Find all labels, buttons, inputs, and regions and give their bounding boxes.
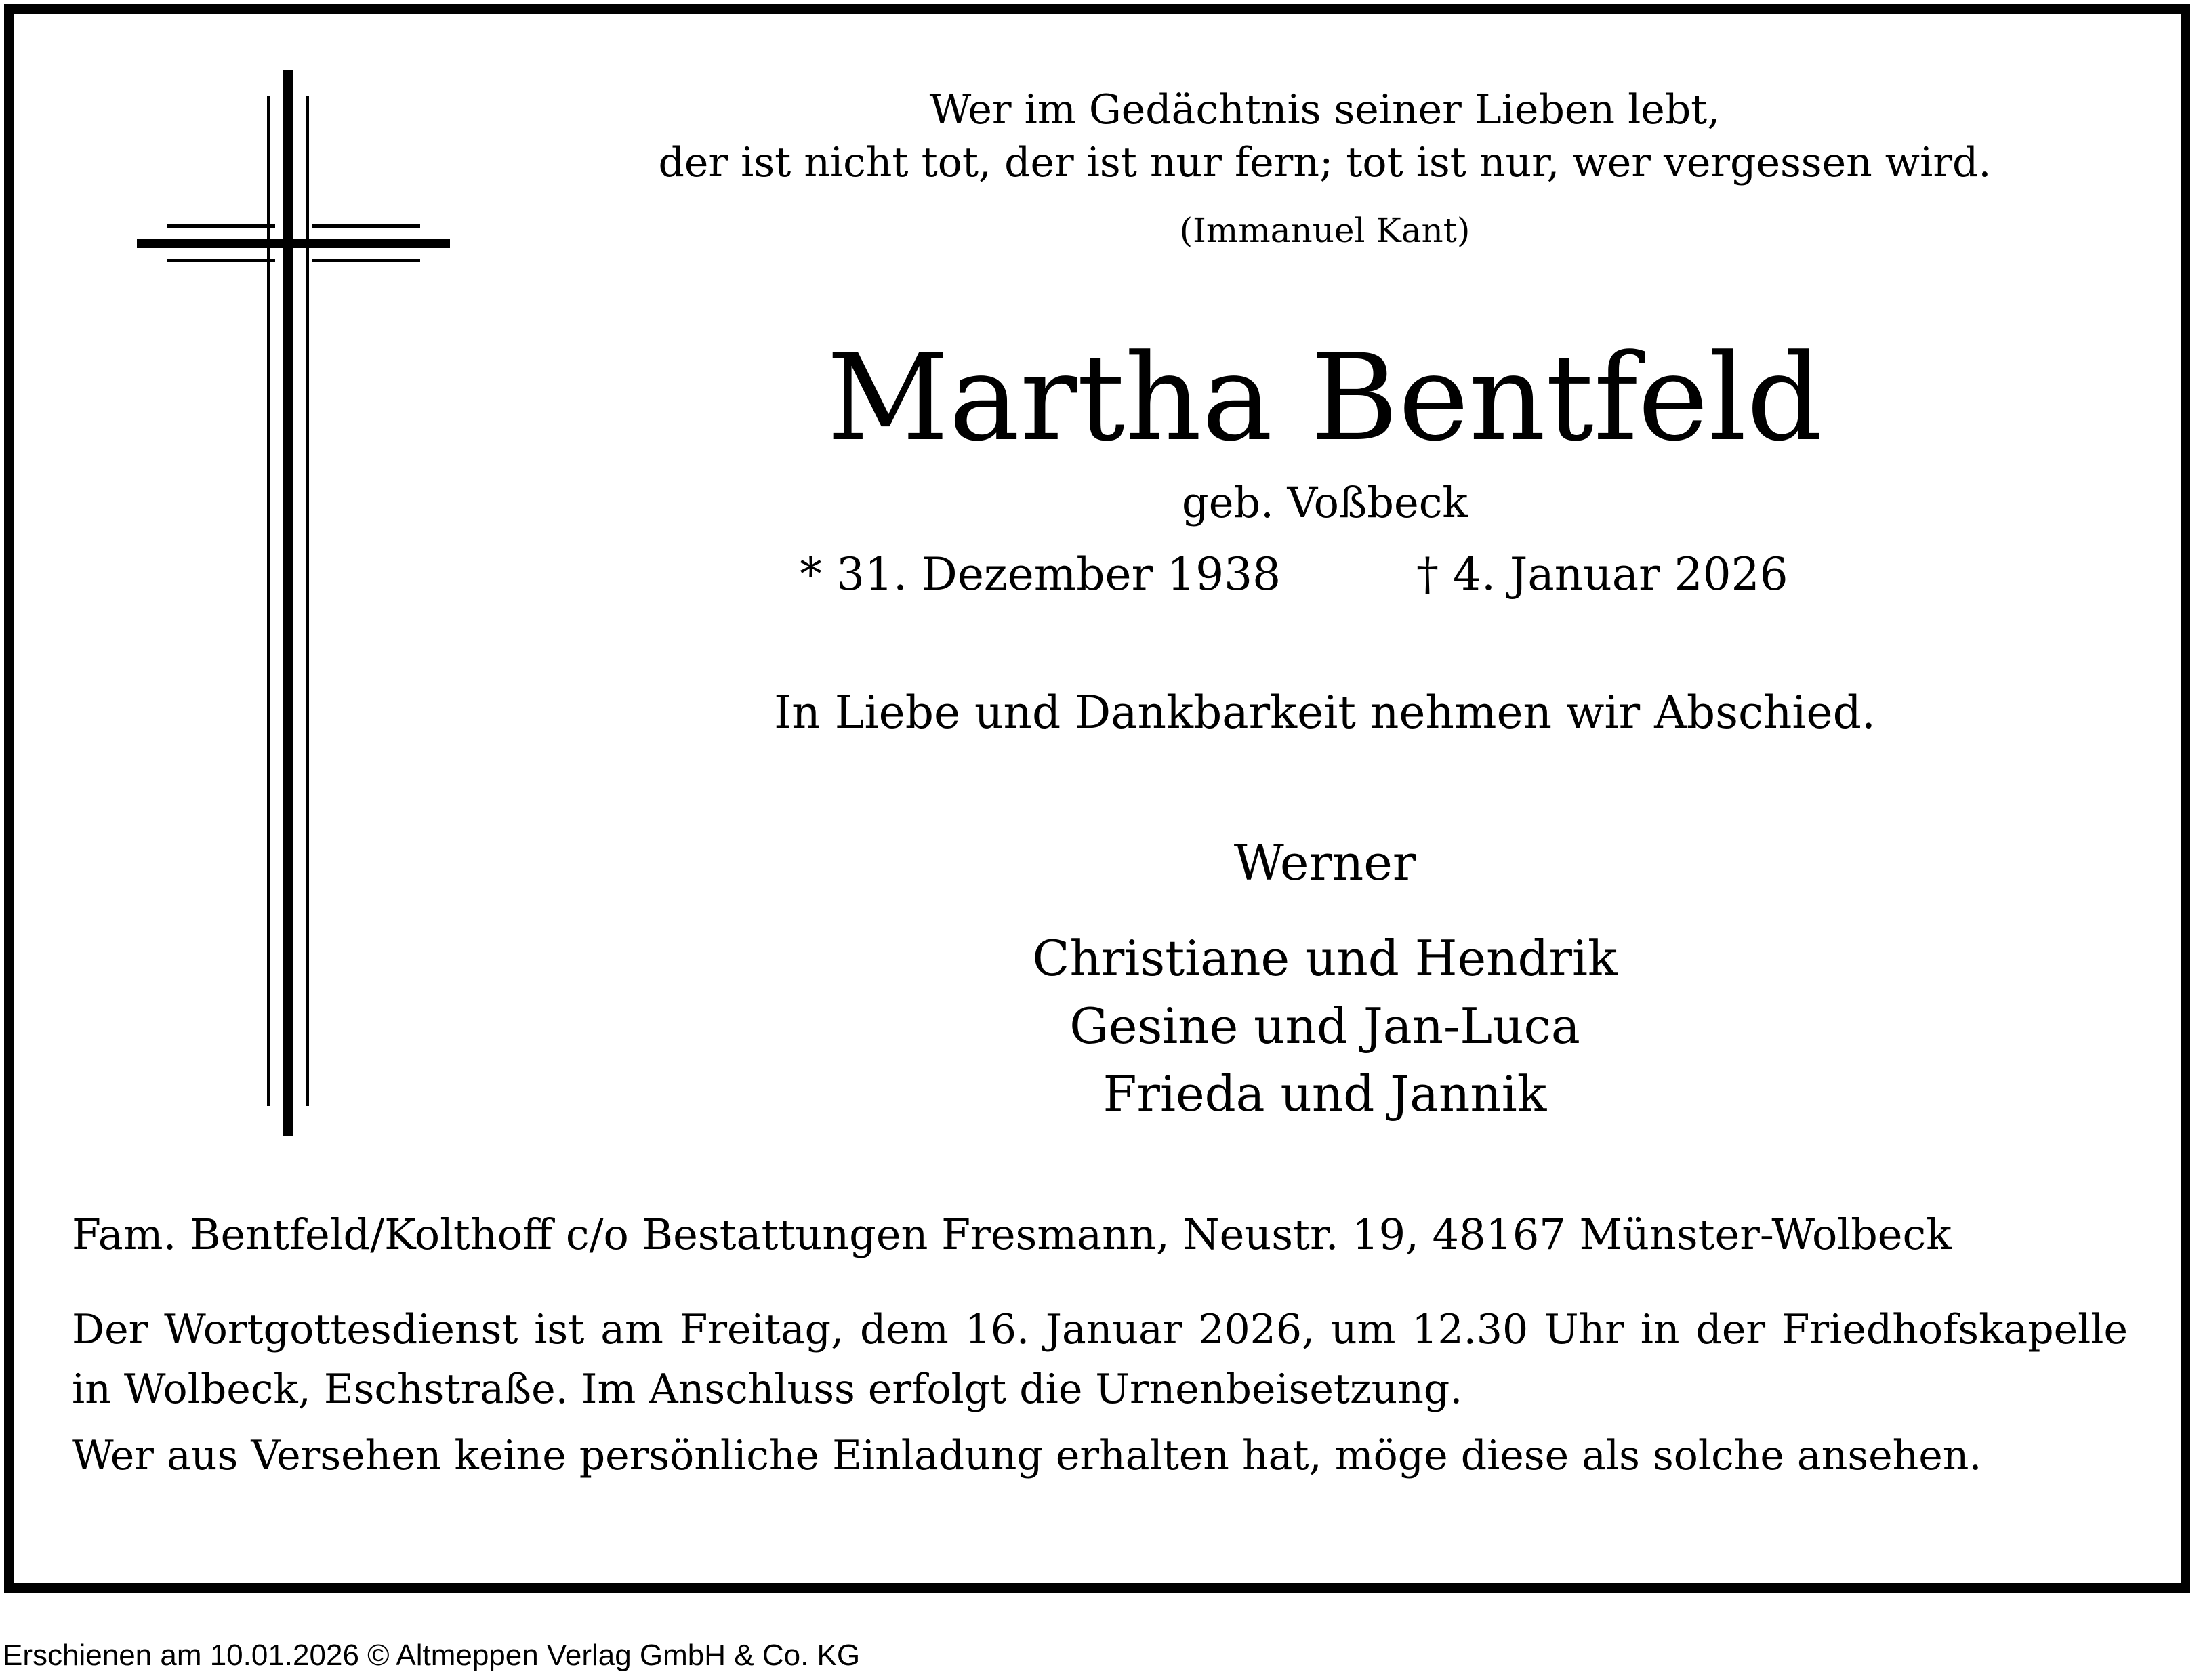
mourner-spouse: Werner [1233,834,1416,891]
quote-line-1: Wer im Gedächtnis seiner Lieben lebt, [929,86,1721,134]
farewell-text: In Liebe und Dankbarkeit nehmen wir Abschied. [774,687,1876,739]
quote-line-2: der ist nicht tot, der ist nur fern; tot ist nur, wer vergessen wird. [658,139,1992,186]
invitation-note: Wer aus Versehen keine persönliche Einladung erhalten hat, möge diese als solche ansehen. [72,1432,1982,1479]
cross-icon [137,70,450,1136]
mourner-item: Christiane und Hendrik [1032,930,1618,987]
deceased-name: Martha Bentfeld [826,329,1824,468]
publication-footer: Erschienen am 10.01.2026 © Altmeppen Verlag GmbH & Co. KG [3,1639,861,1672]
service-info: Der Wortgottesdienst ist am Freitag, dem 16. Januar 2026, um 12.30 Uhr in der Friedhofskapelle in Wolbeck, Eschstraße. Im Anschluss erfolgt die Urnenbeisetzung. [72,1306,2128,1413]
mourner-item: Gesine und Jan-Luca [1069,998,1580,1054]
death-date: † 4. Januar 2026 [1416,548,1788,600]
contact-address: Fam. Bentfeld/Kolthoff c/o Bestattungen Fresmann, Neustr. 19, 48167 Münster-Wolbeck [72,1210,1952,1259]
mourner-item: Frieda und Jannik [1103,1065,1547,1122]
birth-name: geb. Voßbeck [1182,478,1468,527]
quote-author: (Immanuel Kant) [1179,211,1470,250]
mourner-list [583,924,2067,1128]
birth-date: * 31. Dezember 1938 [800,548,1281,600]
